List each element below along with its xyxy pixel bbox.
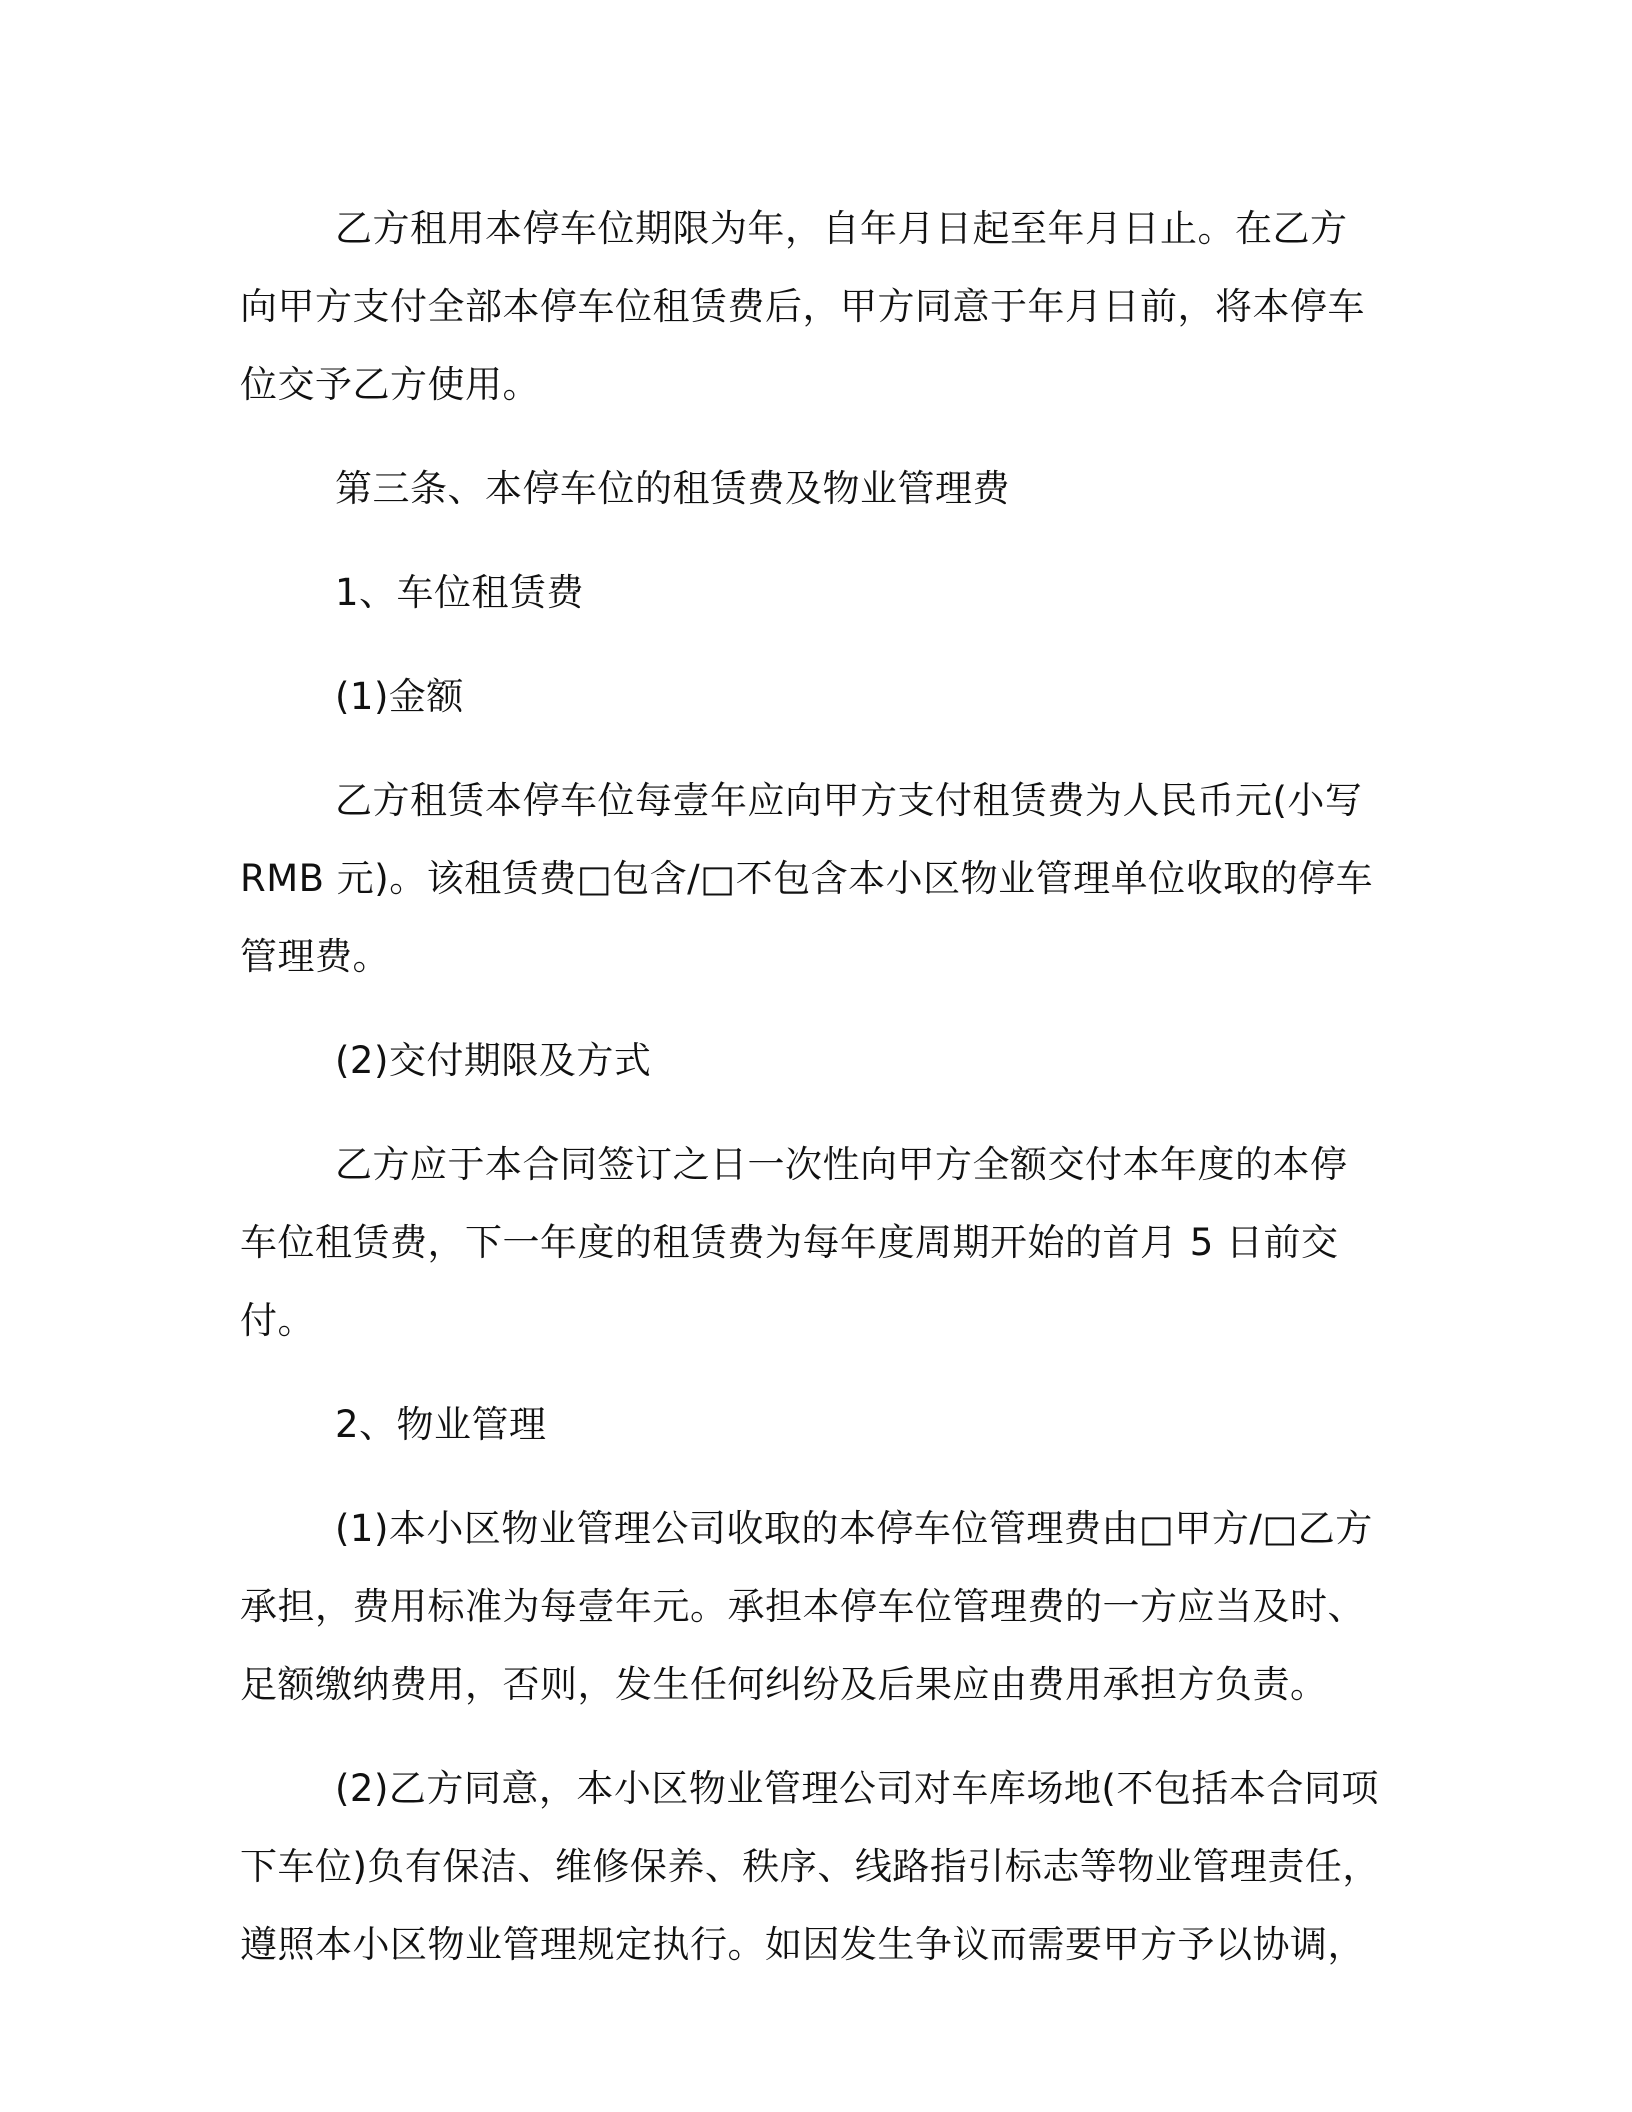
paragraph-management-fee: (1)本小区物业管理公司收取的本停车位管理费由□甲方/□乙方承担，费用标准为每壹年元。承担本停车位管理费的一方应当及时、足额缴纳费用，否则，发生任何纠纷及后果应由费用承担方负责。	[240, 1507, 1373, 1706]
paragraph-payment-terms: 乙方应于本合同签订之日一次性向甲方全额交付本年度的本停车位租赁费，下一年度的租赁费为每年度周期开始的首月 5 日前交付。	[240, 1143, 1348, 1342]
paragraph-management-duties: (2)乙方同意，本小区物业管理公司对车库场地(不包括本合同项下车位)负有保洁、维修保养、秩序、线路指引标志等物业管理责任，遵照本小区物业管理规定执行。如因发生争议而需要甲方予以协调，	[240, 1767, 1380, 1966]
heading-article-three: 第三条、本停车位的租赁费及物业管理费	[335, 467, 1010, 510]
heading-rent-fee: 1、车位租赁费	[335, 571, 585, 614]
heading-amount: (1)金额	[335, 675, 464, 718]
paragraph-lease-term: 乙方租用本停车位期限为年，自年月日起至年月日止。在乙方向甲方支付全部本停车位租赁费后，甲方同意于年月日前，将本停车位交予乙方使用。	[240, 207, 1365, 406]
document-body	[240, 190, 1380, 1984]
paragraph-amount: 乙方租赁本停车位每壹年应向甲方支付租赁费为人民币元(小写 RMB 元)。该租赁费□包含/□不包含本小区物业管理单位收取的停车管理费。	[240, 779, 1374, 978]
heading-payment-terms: (2)交付期限及方式	[335, 1039, 652, 1082]
heading-property-management: 2、物业管理	[335, 1403, 547, 1446]
